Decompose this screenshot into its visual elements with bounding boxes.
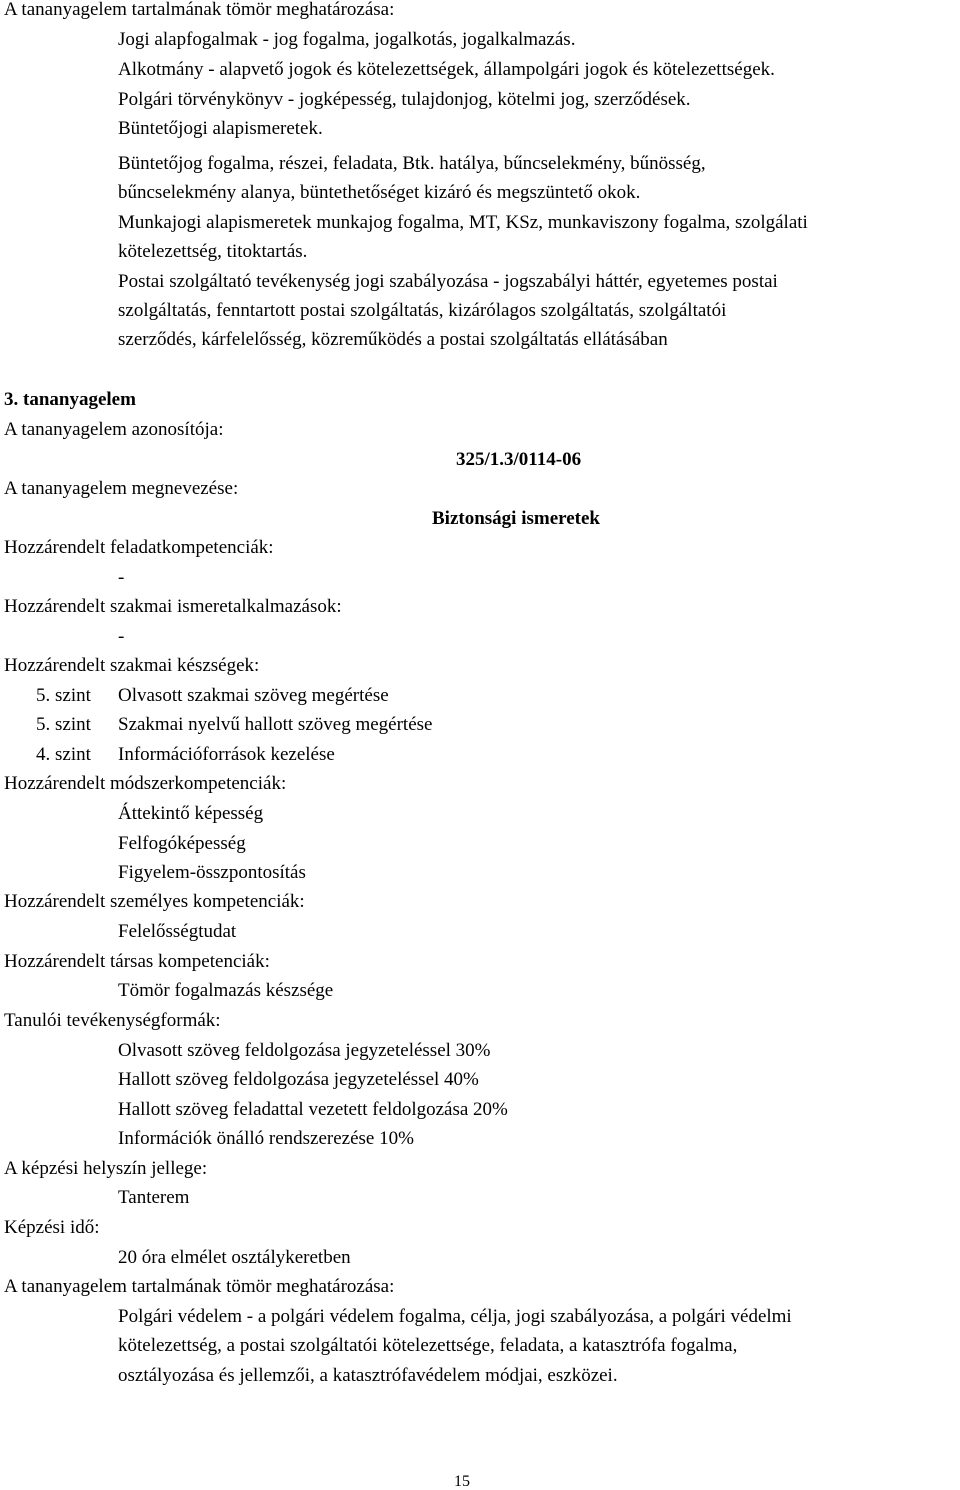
content-line: szerződés, kárfelelősség, közreműködés a postai szolgáltatás ellátásában	[118, 329, 668, 350]
training-time-value: 20 óra elmélet osztálykeretben	[118, 1247, 351, 1268]
content-line: bűncselekmény alanya, büntethetőséget kizáró és megszüntető okok.	[118, 182, 641, 203]
task-competencies-value: -	[118, 567, 125, 588]
unit-content-line: Polgári védelem - a polgári védelem fogalma, célja, jogi szabályozása, a polgári védelmi	[118, 1306, 792, 1327]
activity-item: Hallott szöveg feldolgozása jegyzeteléssel 40%	[118, 1069, 479, 1090]
unit-content-label: A tananyagelem tartalmának tömör meghatározása:	[4, 1276, 395, 1297]
content-line: Postai szolgáltató tevékenység jogi szabályozása - jogszabályi háttér, egyetemes postai	[118, 271, 778, 292]
activity-item: Információk önálló rendszerezése 10%	[118, 1128, 414, 1149]
training-location-value: Tanterem	[118, 1187, 190, 1208]
skill-level: 5. szint	[36, 714, 91, 735]
page-number: 15	[454, 1473, 470, 1490]
activity-item: Olvasott szöveg feldolgozása jegyzeteléssel 30%	[118, 1040, 491, 1061]
content-line: Jogi alapfogalmak - jog fogalma, jogalkotás, jogalkalmazás.	[118, 29, 576, 50]
content-line: Büntetőjogi alapismeretek.	[118, 118, 323, 139]
method-competency-item: Figyelem-összpontosítás	[118, 862, 306, 883]
personal-competencies-label: Hozzárendelt személyes kompetenciák:	[4, 891, 305, 912]
training-time-label: Képzési idő:	[4, 1217, 100, 1238]
unit-content-line: osztályozása és jellemzői, a katasztrófavédelem módjai, eszközei.	[118, 1365, 618, 1386]
unit-id-value: 325/1.3/0114-06	[456, 449, 582, 470]
content-line: Alkotmány - alapvető jogok és kötelezettségek, állampolgári jogok és kötelezettségek.	[118, 59, 775, 80]
skills-label: Hozzárendelt szakmai készségek:	[4, 655, 260, 676]
content-line: Polgári törvénykönyv - jogképesség, tulajdonjog, kötelmi jog, szerződések.	[118, 89, 691, 110]
social-competency-item: Tömör fogalmazás készsége	[118, 980, 334, 1001]
unit-name-label: A tananyagelem megnevezése:	[4, 478, 239, 499]
content-summary-label: A tananyagelem tartalmának tömör meghatározása:	[4, 0, 395, 20]
unit-id-label: A tananyagelem azonosítója:	[4, 419, 224, 440]
content-line: szolgáltatás, fenntartott postai szolgáltatás, kizárólagos szolgáltatás, szolgáltatói	[118, 300, 727, 321]
skill-level: 5. szint	[36, 685, 91, 706]
content-line: kötelezettség, titoktartás.	[118, 241, 308, 262]
method-competency-item: Áttekintő képesség	[118, 803, 264, 824]
social-competencies-label: Hozzárendelt társas kompetenciák:	[4, 951, 270, 972]
unit-heading: 3. tananyagelem	[4, 389, 136, 410]
personal-competency-item: Felelősségtudat	[118, 921, 237, 942]
knowledge-value: -	[118, 626, 125, 647]
content-line: Munkajogi alapismeretek munkajog fogalma, MT, KSz, munkaviszony fogalma, szolgálati	[118, 212, 808, 233]
skill-text: Szakmai nyelvű hallott szöveg megértése	[118, 714, 433, 735]
skill-text: Információforrások kezelése	[118, 744, 335, 765]
unit-name-value: Biztonsági ismeretek	[432, 508, 600, 529]
skill-level: 4. szint	[36, 744, 91, 765]
knowledge-label: Hozzárendelt szakmai ismeretalkalmazások:	[4, 596, 342, 617]
content-line: Büntetőjog fogalma, részei, feladata, Btk. hatálya, bűncselekmény, bűnösség,	[118, 153, 706, 174]
training-location-label: A képzési helyszín jellege:	[4, 1158, 208, 1179]
method-competencies-label: Hozzárendelt módszerkompetenciák:	[4, 773, 287, 794]
skill-text: Olvasott szakmai szöveg megértése	[118, 685, 389, 706]
activity-forms-label: Tanulói tevékenységformák:	[4, 1010, 221, 1031]
method-competency-item: Felfogóképesség	[118, 833, 246, 854]
task-competencies-label: Hozzárendelt feladatkompetenciák:	[4, 537, 274, 558]
unit-content-line: kötelezettség, a postai szolgáltatói kötelezettsége, feladata, a katasztrófa fogalma,	[118, 1335, 738, 1356]
activity-item: Hallott szöveg feladattal vezetett feldolgozása 20%	[118, 1099, 508, 1120]
